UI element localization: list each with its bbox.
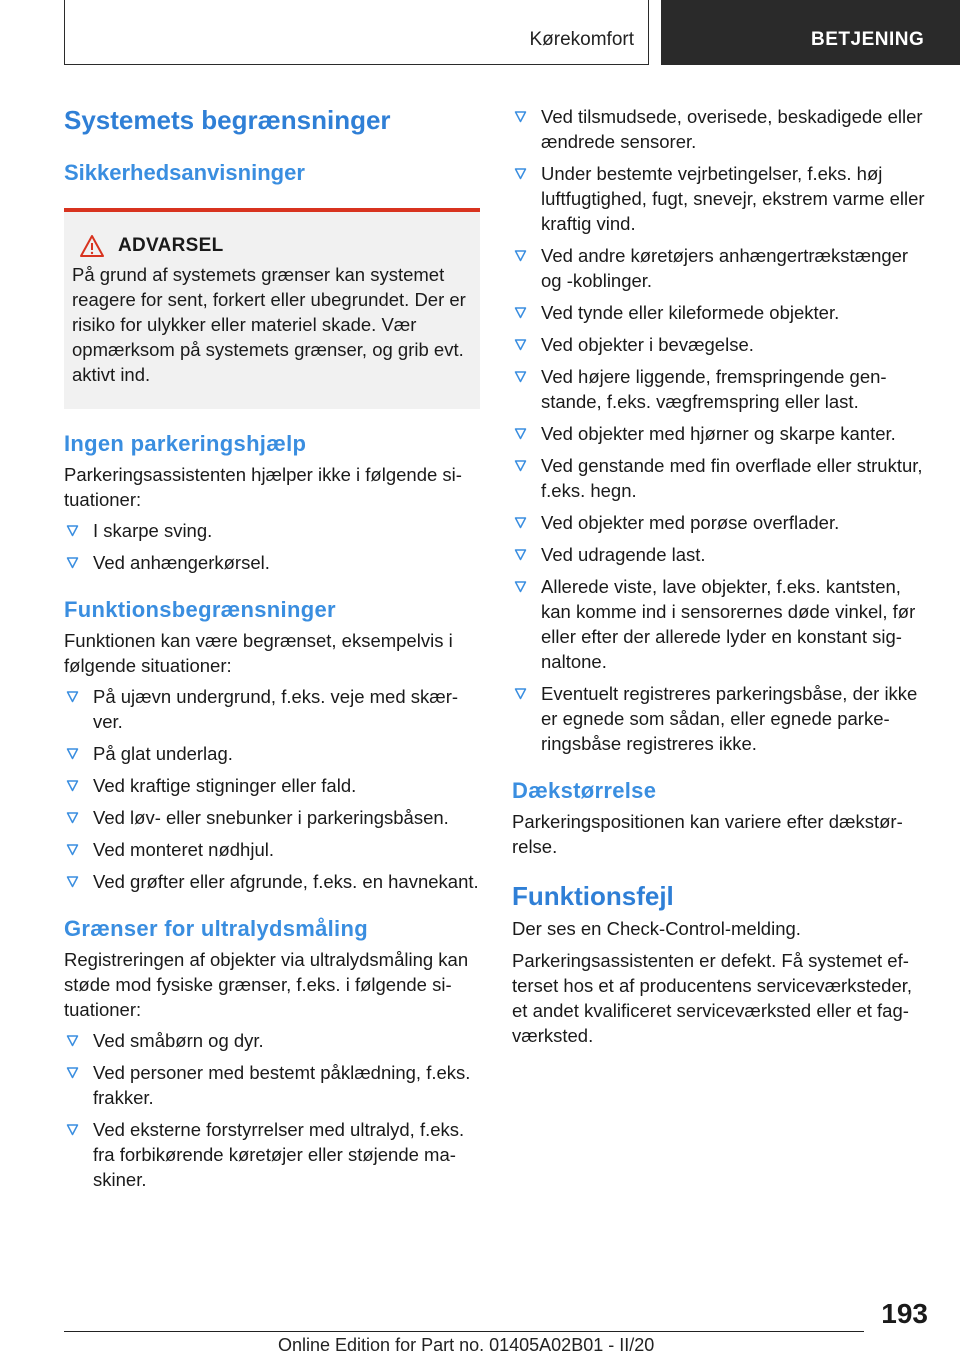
triangle-bullet-icon — [66, 779, 79, 792]
triangle-bullet-icon — [66, 747, 79, 760]
footer-edition: Online Edition for Part no. 01405A02B01 - II/20 — [278, 1335, 655, 1355]
fault-text-1: Der ses en Check-Control-melding. — [512, 918, 801, 939]
triangle-bullet-icon — [66, 811, 79, 824]
tire-heading: Dækstørrelse — [512, 778, 657, 803]
triangle-bullet-icon — [514, 459, 527, 472]
warning-triangle-icon — [72, 234, 112, 258]
list-item: I skarpe sving. — [64, 518, 480, 543]
ultrasound-list — [64, 1028, 480, 1192]
triangle-bullet-icon — [66, 524, 79, 537]
triangle-bullet-icon — [514, 548, 527, 561]
triangle-bullet-icon — [514, 516, 527, 529]
triangle-bullet-icon — [514, 306, 527, 319]
limits-intro: Funktionen kan være begrænset, eksempelvis i følgende situationer: — [64, 630, 453, 676]
triangle-bullet-icon — [514, 370, 527, 383]
triangle-bullet-icon — [514, 110, 527, 123]
list-item: Ved andre køretøjers anhængertrækstænger og -koblinger. — [512, 243, 928, 293]
safety-heading: Sikkerhedsanvisninger — [64, 160, 305, 185]
fault-text-2: Parkeringsassistenten er defekt. Få systemet efterset hos et af producentens serviceværksteder, et andet kvalificeret serviceværksted eller et fagværksted. — [512, 950, 913, 1046]
list-item: Ved objekter i bevægelse. — [512, 332, 928, 357]
triangle-bullet-icon — [514, 249, 527, 262]
no-help-intro: Parkeringsassistenten hjælper ikke i følgende situationer: — [64, 464, 462, 510]
fault-heading: Funktionsfejl — [512, 881, 674, 911]
triangle-bullet-icon — [514, 427, 527, 440]
list-item: Ved tilsmudsede, overisede, beskadigede eller ændrede sensorer. — [512, 104, 928, 154]
page-title: Systemets begrænsninger — [64, 105, 391, 135]
limits-list — [64, 684, 480, 894]
list-item: Ved udragende last. — [512, 542, 928, 567]
list-item: Ved objekter med hjørner og skarpe kanter. — [512, 421, 928, 446]
list-item: Ved kraftige stigninger eller fald. — [64, 773, 480, 798]
header-chapter-label: BETJENING — [811, 29, 925, 50]
list-item: På glat underlag. — [64, 741, 480, 766]
page-number: 193 — [881, 1298, 928, 1329]
no-help-list — [64, 518, 480, 575]
list-item: Ved grøfter eller afgrunde, f.eks. en havnekant. — [64, 869, 480, 894]
ultrasound-heading: Grænser for ultralydsmåling — [64, 916, 368, 941]
no-help-heading: Ingen parkeringshjælp — [64, 431, 307, 456]
list-item: Ved monteret nødhjul. — [64, 837, 480, 862]
left-column — [64, 100, 480, 1199]
list-item: På ujævn undergrund, f.eks. veje med skærver. — [64, 684, 480, 734]
header-section-label: Kørekomfort — [529, 29, 634, 50]
warning-title — [72, 234, 470, 258]
list-item: Eventuelt registreres parkeringsbåse, der ikke er egnede som sådan, eller egnede parkeringsbåse registreres ikke. — [512, 681, 928, 756]
list-item: Allerede viste, lave objekter, f.eks. kantsten, kan komme ind i sensorernes døde vinkel, før eller efter der allerede lyder en konstant signaltone. — [512, 574, 928, 674]
warning-box — [64, 208, 480, 409]
list-item: Ved genstande med fin overflade eller struktur, f.eks. hegn. — [512, 453, 928, 503]
list-item: Ved løv- eller snebunker i parkeringsbåsen. — [64, 805, 480, 830]
triangle-bullet-icon — [66, 1034, 79, 1047]
list-item: Ved småbørn og dyr. — [64, 1028, 480, 1053]
ultrasound-intro: Registreringen af objekter via ultralydsmåling kan støde mod fysiske grænser, f.eks. i følgende situationer: — [64, 949, 469, 1020]
list-item: Ved eksterne forstyrrelser med ultralyd, f.eks. fra forbikørende køretøjer eller støjende maskiner. — [64, 1117, 480, 1192]
list-item: Under bestemte vejrbetingelser, f.eks. høj luftfugtighed, fugt, snevejr, ekstrem varme eller kraftig vind. — [512, 161, 928, 236]
header-chapter-box — [661, 0, 960, 65]
warning-body: På grund af systemets grænser kan systemet reagere for sent, forkert eller ubegrundet. Der er risiko for ulykker eller materiel skade. Vær opmærksom på systemets grænser, og grib evt. aktivt ind. — [72, 264, 466, 385]
triangle-bullet-icon — [66, 556, 79, 569]
triangle-bullet-icon — [514, 687, 527, 700]
triangle-bullet-icon — [66, 875, 79, 888]
list-item: Ved personer med bestemt påklædning, f.eks. frakker. — [64, 1060, 480, 1110]
triangle-bullet-icon — [66, 1123, 79, 1136]
list-item: Ved anhængerkørsel. — [64, 550, 480, 575]
triangle-bullet-icon — [66, 1066, 79, 1079]
triangle-bullet-icon — [514, 338, 527, 351]
footer-divider — [64, 1331, 864, 1332]
ultrasound-list-continued — [512, 104, 928, 756]
header-section-box — [64, 0, 649, 65]
list-item: Ved tynde eller kileformede objekter. — [512, 300, 928, 325]
triangle-bullet-icon — [66, 843, 79, 856]
right-column — [512, 100, 928, 1048]
triangle-bullet-icon — [66, 690, 79, 703]
list-item: Ved objekter med porøse overflader. — [512, 510, 928, 535]
triangle-bullet-icon — [514, 580, 527, 593]
triangle-bullet-icon — [514, 167, 527, 180]
list-item: Ved højere liggende, fremspringende genstande, f.eks. vægfremspring eller last. — [512, 364, 928, 414]
tire-text: Parkeringspositionen kan variere efter dækstørrelse. — [512, 811, 903, 857]
warning-title-text: ADVARSEL — [118, 235, 224, 256]
limits-heading: Funktionsbegrænsninger — [64, 597, 336, 622]
